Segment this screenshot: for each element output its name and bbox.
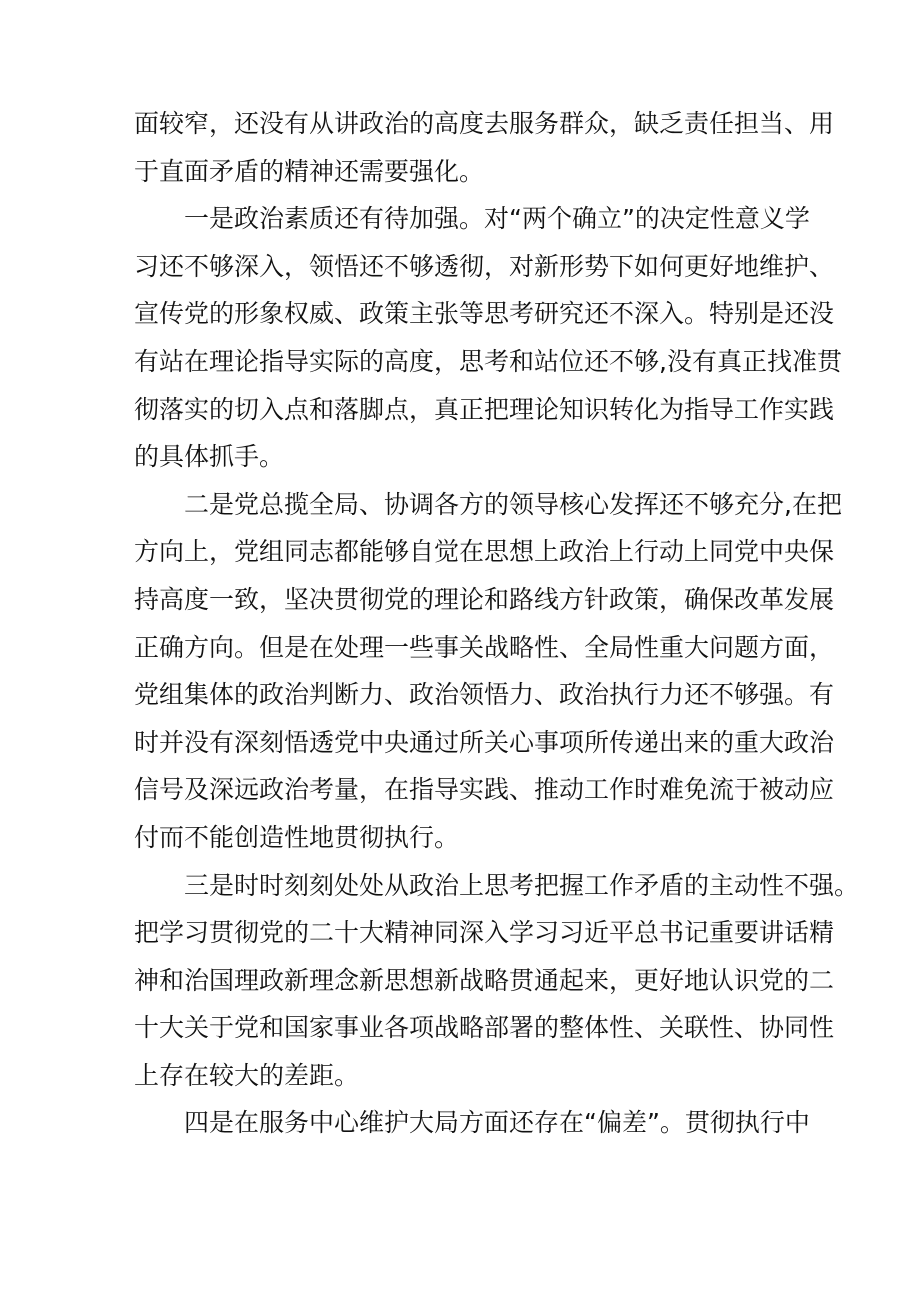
paragraph-start-line: 三是时时刻刻处处从政治上思考把握工作矛盾的主动性不强。 (184, 870, 860, 900)
body-text (134, 100, 860, 1147)
text-line: 上存在较大的差距。 (134, 1060, 360, 1090)
text-line: 习还不够深入，领悟还不够透彻，对新形势下如何更好地维护、 (134, 251, 835, 281)
text-line: 信号及深远政治考量，在指导实践、推动工作时难免流于被动应 (134, 775, 835, 805)
text-line: 的具体抓手。 (134, 442, 285, 472)
text-line: 时并没有深刻悟透党中央通过所关心事项所传递出来的重大政治 (134, 727, 835, 757)
paragraph-start-line: 一是政治素质还有待加强。对“两个确立”的决定性意义学 (184, 204, 810, 234)
text-line: 正确方向。但是在处理一些事关战略性、全局性重大问题方面， (134, 632, 835, 662)
text-line: 十大关于党和国家事业各项战略部署的整体性、关联性、协同性 (134, 1013, 835, 1043)
text-line: 方向上，党组同志都能够自觉在思想上政治上行动上同党中央保 (134, 537, 835, 567)
text-line: 有站在理论指导实际的高度，思考和站位还不够,没有真正找准贯 (134, 346, 842, 376)
text-line: 党组集体的政治判断力、政治领悟力、政治执行力还不够强。有 (134, 680, 835, 710)
text-line: 于直面矛盾的精神还需要强化。 (134, 156, 485, 186)
text-line: 持高度一致，坚决贯彻党的理论和路线方针政策，确保改革发展 (134, 584, 835, 614)
text-line: 把学习贯彻党的二十大精神同深入学习习近平总书记重要讲话精 (134, 918, 835, 948)
text-line: 宣传党的形象权威、政策主张等思考研究还不深入。特别是还没 (134, 299, 835, 329)
text-line: 面较窄，还没有从讲政治的高度去服务群众，缺乏责任担当、用 (134, 109, 835, 138)
text-line: 神和治国理政新理念新思想新战略贯通起来，更好地认识党的二 (134, 965, 835, 995)
paragraph-start-line: 四是在服务中心维护大局方面还存在“偏差”。贯彻执行中 (184, 1108, 810, 1138)
text-line: 付而不能创造性地贯彻执行。 (134, 822, 460, 852)
text-line: 彻落实的切入点和落脚点，真正把理论知识转化为指导工作实践 (134, 394, 835, 424)
paragraph-start-line: 二是党总揽全局、协调各方的领导核心发挥还不够充分,在把 (184, 489, 842, 519)
